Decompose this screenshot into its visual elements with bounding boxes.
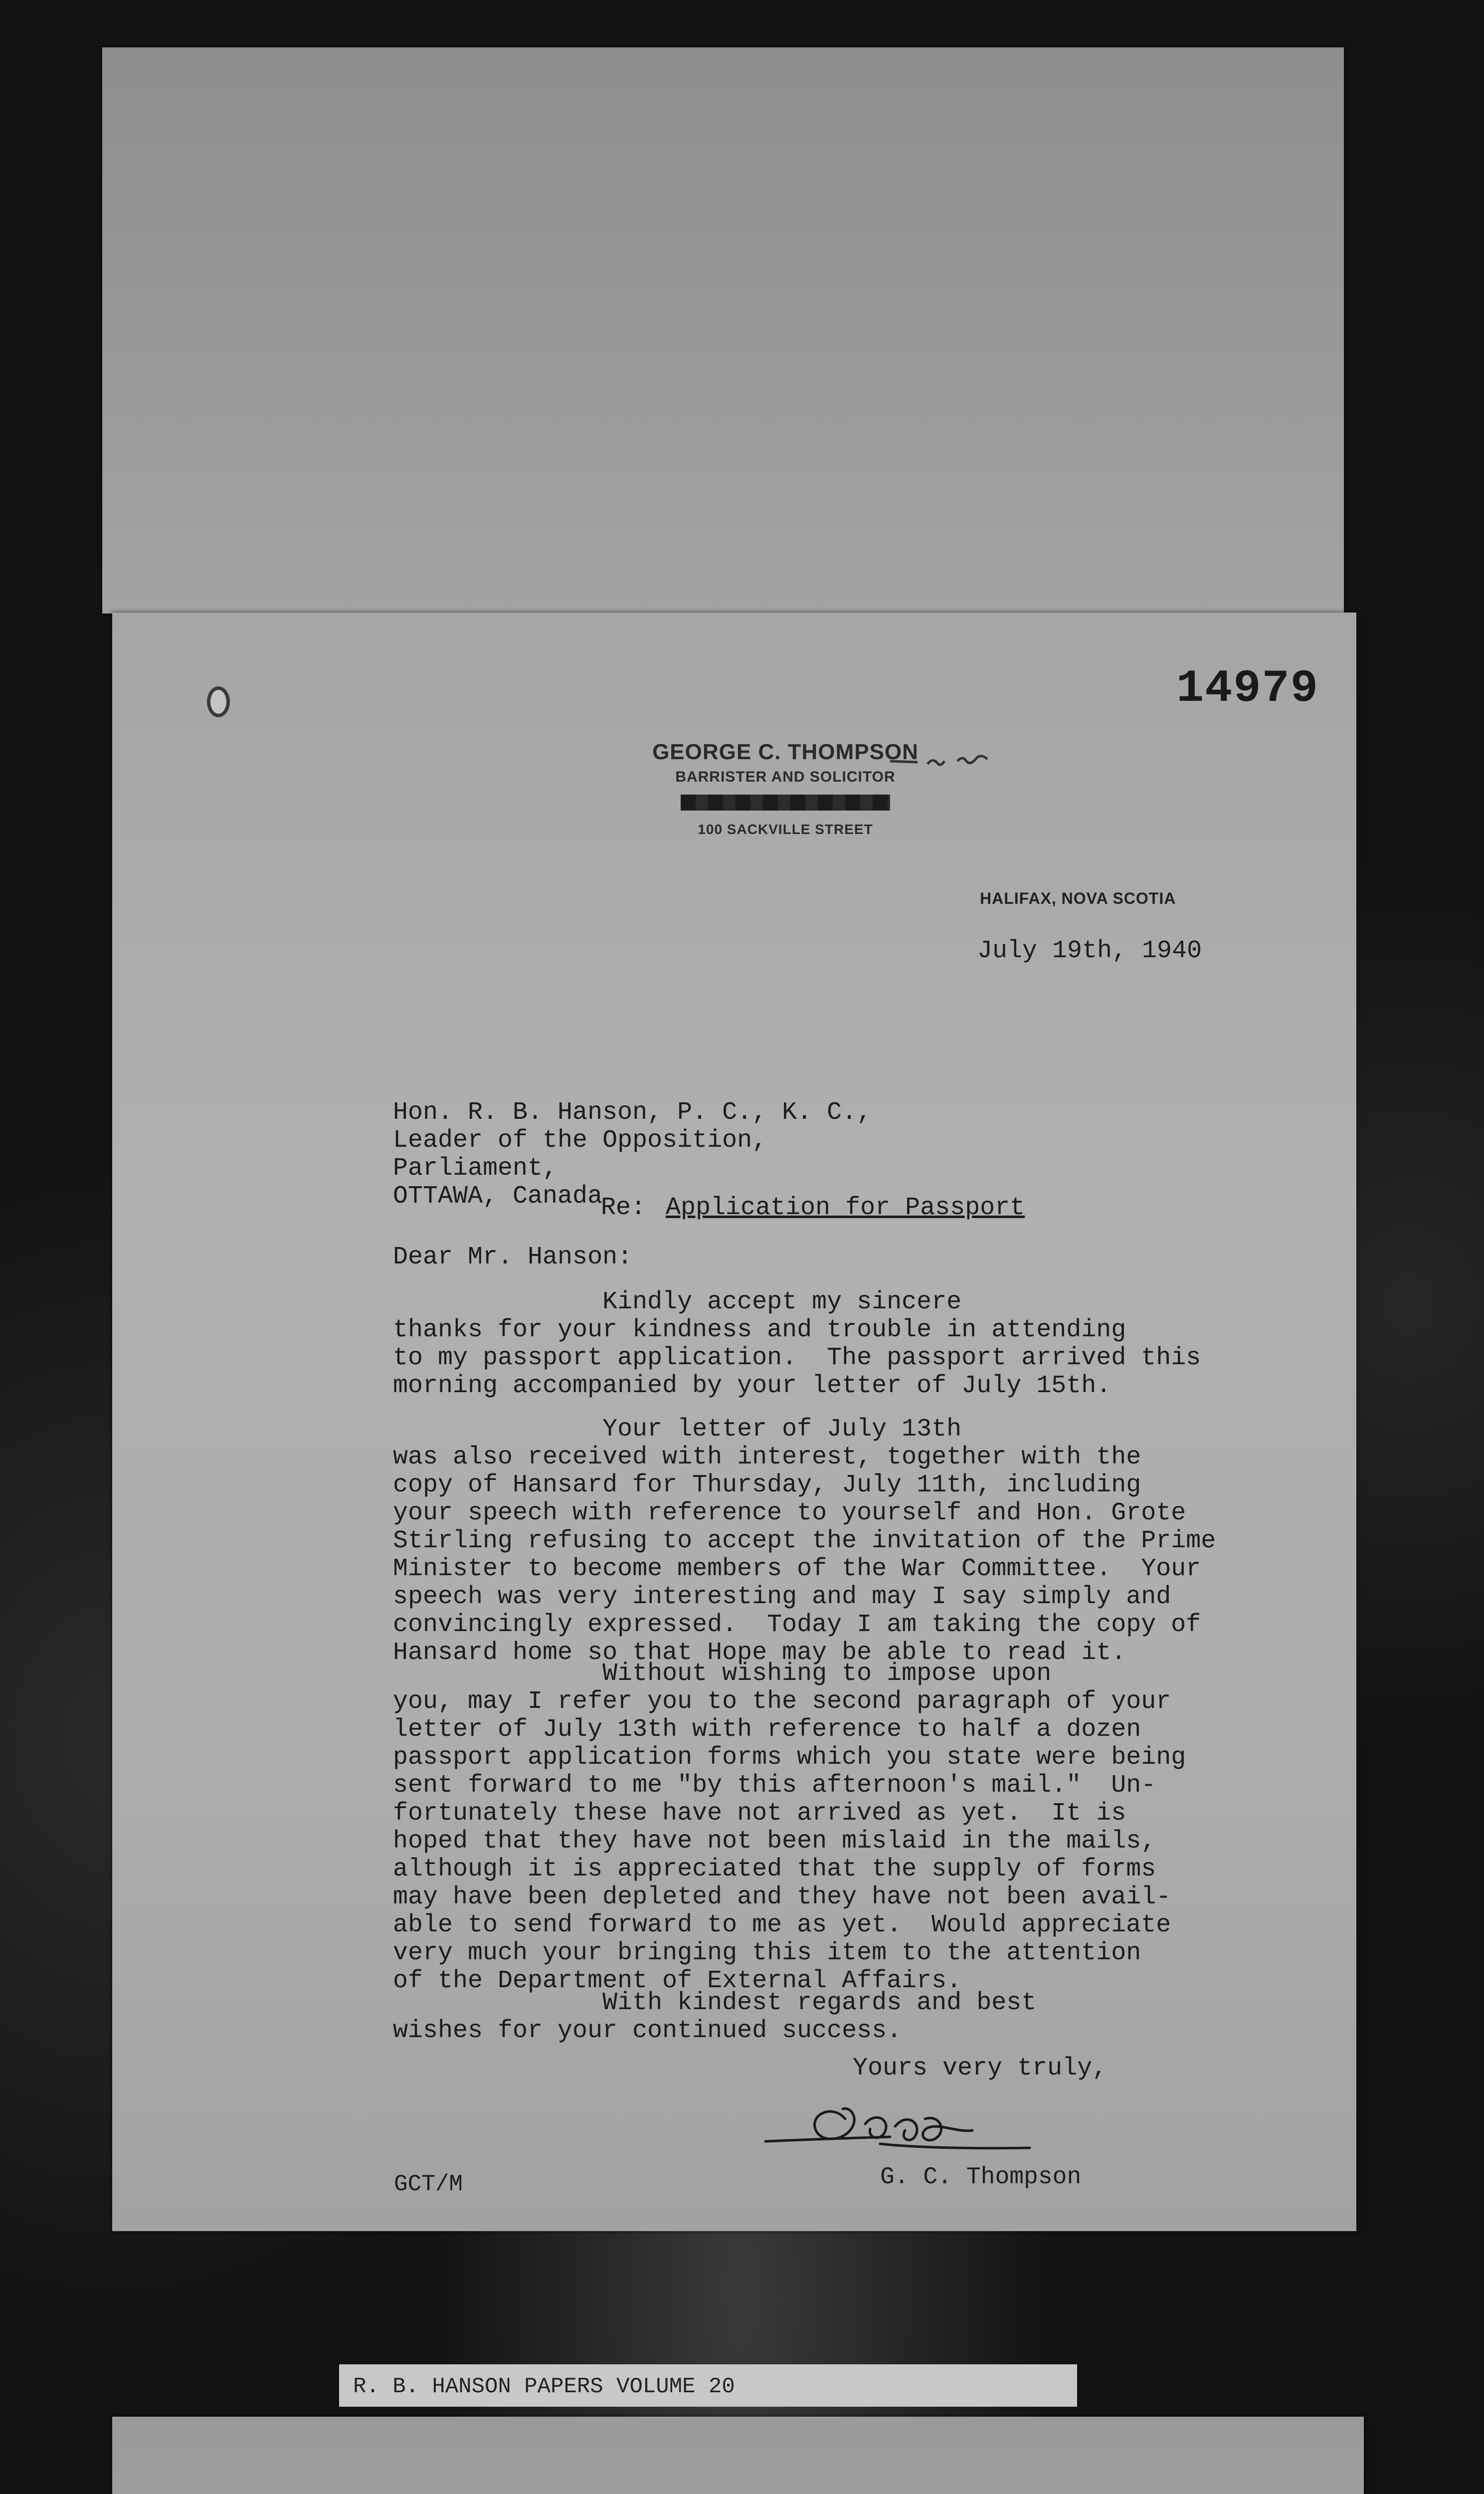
blank-back-sheet bbox=[102, 47, 1344, 614]
salutation: Dear Mr. Hanson: bbox=[393, 1243, 633, 1271]
closing: Yours very truly, bbox=[853, 2054, 1108, 2082]
body-paragraph: Without wishing to impose upon you, may I refer you to the second paragraph of your letter of July 13th with reference to half a dozen passport application forms which you state were being sent forward to me "by this afternoon's mail." Un- fortunately these have not arrived as yet. It is hoped that they have not been mislaid in the mails, although it is appreciated that the supply of forms may have been depleted and they have not been avail- able to send forward to me as yet. Would appreciate very much your bringing this item to the attention of the Department of External Affairs. bbox=[393, 1660, 1186, 1995]
typist-initials: GCT/M bbox=[394, 2171, 463, 2197]
letterhead-name: GEORGE C. THOMPSON bbox=[652, 740, 919, 764]
letter-date: July 19th, 1940 bbox=[977, 937, 1202, 965]
pen-mark bbox=[888, 746, 1017, 776]
subject-text: Application for Passport bbox=[666, 1194, 1025, 1222]
archives-card bbox=[112, 2417, 1364, 2494]
struck-out-address bbox=[681, 795, 890, 811]
volume-label: R. B. HANSON PAPERS VOLUME 20 bbox=[339, 2364, 1077, 2407]
recipient-address: Hon. R. B. Hanson, P. C., K. C., Leader of the Opposition, Parliament, OTTAWA, Canada bbox=[393, 1098, 872, 1211]
body-paragraph: Your letter of July 13th was also received with interest, together with the copy of Hansard for Thursday, July 11th, including your speech with reference to yourself and Hon. Grote Stirling refusing to accept the invitation of the Prime Minister to become members of the War Committee. Your speech was very interesting and may I say simply and convincingly expressed. Today I am taking the copy of Hansard home so that Hope may be able to read it. bbox=[393, 1415, 1216, 1667]
letterhead-address: 100 SACKVILLE STREET bbox=[698, 822, 873, 837]
body-paragraph: With kindest regards and best wishes for your continued success. bbox=[393, 1989, 1037, 2045]
subject-line bbox=[601, 1194, 1025, 1222]
letter-page bbox=[112, 613, 1356, 2231]
page-number: 14979 bbox=[1176, 662, 1319, 715]
subject-label: Re: bbox=[601, 1194, 646, 1222]
body-paragraph: Kindly accept my sincere thanks for your kindness and trouble in attending to my passport application. The passport arrived this morning accompanied by your letter of July 15th. bbox=[393, 1288, 1201, 1400]
letterhead-title: BARRISTER AND SOLICITOR bbox=[675, 769, 896, 785]
signer-name: G. C. Thompson bbox=[880, 2164, 1082, 2191]
handwritten-signature bbox=[760, 2089, 1040, 2164]
letterhead-city: HALIFAX, NOVA SCOTIA bbox=[980, 889, 1176, 907]
punch-hole bbox=[207, 686, 230, 717]
